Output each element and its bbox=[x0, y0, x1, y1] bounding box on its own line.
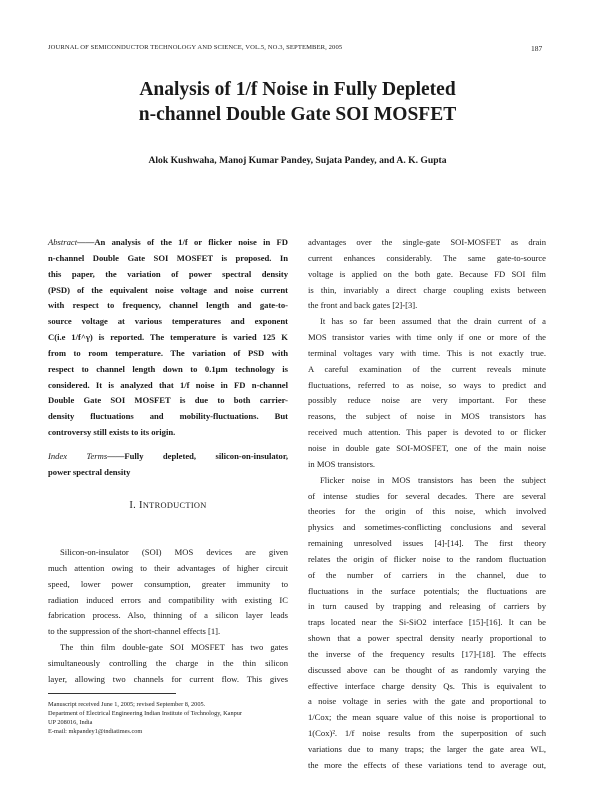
body-line: It has so far been assumed that the drain current of a bbox=[320, 316, 546, 327]
body-line: the inverse of the frequency results [17]-[18]. The effects bbox=[308, 648, 546, 659]
body-line: a noise voltage in series with the gate and proportional to bbox=[308, 696, 546, 707]
body-line: in MOS transistors. bbox=[308, 458, 376, 469]
footnote-rule bbox=[48, 693, 176, 694]
body-line: speed, lower power consumption, greater immunity to bbox=[48, 578, 288, 589]
body-line: traps located near the Si-SiO2 interface [15]-[16]. It can be bbox=[308, 617, 546, 628]
index-terms-line: Index Terms——Fully depleted, silicon-on-insulator, bbox=[48, 450, 288, 461]
body-line: possibly reduce noise are very important. For these bbox=[308, 395, 546, 406]
title-line-1: Analysis of 1/f Noise in Fully Depleted bbox=[139, 79, 456, 100]
body-line: to the suppression of the short-channel effects [1]. bbox=[48, 626, 221, 637]
body-line: Silicon-on-insulator (SOI) MOS devices are given bbox=[60, 547, 288, 557]
index-terms-line: power spectral density bbox=[48, 466, 131, 477]
body-line: fluctuations, referred to as noise, so ways to predict and bbox=[308, 379, 546, 390]
footnote-line: Manuscript received June 1, 2005; revised September 8, 2005. bbox=[48, 701, 206, 708]
index-terms-label: Index Terms bbox=[48, 450, 108, 461]
abstract-line: source voltage at various temperatures and exponent bbox=[48, 316, 288, 327]
body-line: relates the origin of flicker noise to the random fluctuation bbox=[308, 553, 546, 564]
body-line: Flicker noise in MOS transistors has been the subject bbox=[320, 474, 546, 485]
author-list: Alok Kushwaha, Manoj Kumar Pandey, Sujata Pandey, and A. K. Gupta bbox=[148, 155, 447, 166]
paper-title bbox=[0, 77, 595, 127]
abstract-line: (PSD) of the equivalent noise voltage and noise current bbox=[48, 284, 288, 295]
body-line: of the number of carriers in the channel, due to bbox=[308, 569, 546, 580]
body-line: of intense studies for several decades. There are several bbox=[308, 490, 546, 501]
abstract-line: considered. It is analyzed that 1/f noise in FD n-channel bbox=[48, 379, 288, 390]
abstract-line: this paper, the variation of power spectral density bbox=[48, 268, 288, 279]
body-line: radiation induced errors and compatibility with existing IC bbox=[48, 594, 288, 605]
body-line: is thin, invariably a direct charge coupling exists between bbox=[308, 284, 546, 295]
body-line: remaining unresolved issues [4]-[14]. The first theory bbox=[308, 538, 546, 549]
body-line: fluctuations in the surface potentials; the fluctuations are bbox=[308, 585, 546, 596]
body-line: received much attention. This paper is devoted to or flicker bbox=[308, 427, 546, 438]
body-line: effective interface charge density Qs. This is equivalent to bbox=[308, 680, 546, 691]
body-line: The thin film double-gate SOI MOSFET has two gates bbox=[60, 642, 288, 653]
page-number: 187 bbox=[531, 44, 543, 53]
body-line: reasons, the subject of noise in MOS transistors has bbox=[308, 411, 546, 422]
abstract-line: controversy still exists to its origin. bbox=[48, 427, 176, 438]
body-line: theories for the origin of this noise, which involved bbox=[308, 506, 546, 517]
abstract-line: n-channel Double Gate SOI MOSFET is proposed. In bbox=[48, 252, 288, 263]
abstract-line: C(i.e 1/f^γ) is reported. The temperature is varied 125 K bbox=[48, 332, 288, 343]
body-line: discussed above can be thought of as randomly varying the bbox=[308, 664, 546, 675]
body-line: physics and sometimes-conflicting conclusions and several bbox=[308, 522, 546, 533]
body-line: 1/Cox; the mean square value of this noise is proportional to bbox=[308, 712, 546, 723]
body-line: the more the effects of these variations tend to average out, bbox=[308, 759, 546, 770]
body-line: voltage is applied on the both gate. Because FD SOI film bbox=[308, 268, 546, 279]
abstract-line: from to room temperature. The variation of PSD with bbox=[48, 347, 288, 358]
footnote-line: Department of Electrical Engineering Indian Institute of Technology, Kanpur bbox=[48, 710, 242, 718]
body-line: variations due to many traps; the larger the gate area WL, bbox=[308, 744, 546, 754]
body-line: MOS transistor varies with time only if one or more of the bbox=[308, 332, 546, 343]
body-line: current enhances considerably. The same gate-to-source bbox=[308, 252, 546, 263]
body-line: advantages over the single-gate SOI-MOSFET as drain bbox=[308, 237, 546, 247]
body-line: layer, allowing two channels for current flow. This gives bbox=[48, 673, 288, 684]
body-line: the front and back gates [2]-[3]. bbox=[308, 300, 418, 311]
footnote-line: UP 208016, India bbox=[48, 719, 93, 727]
body-line: terminal voltages vary with time. This is not exactly true. bbox=[308, 347, 546, 358]
abstract-line: density fluctuations and mobility-fluctuations. But bbox=[48, 411, 288, 422]
title-line-2: n-channel Double Gate SOI MOSFET bbox=[138, 104, 457, 125]
left-column bbox=[48, 235, 288, 481]
running-head: JOURNAL OF SEMICONDUCTOR TECHNOLOGY AND SCIENCE, VOL.5, NO.3, SEPTEMBER, 2005 bbox=[48, 44, 343, 51]
body-line: in turn caused by trapping and releasing of carriers by bbox=[308, 601, 546, 612]
index-terms bbox=[48, 449, 288, 481]
body-line: much attention owing to their advantages of higher circuit bbox=[48, 562, 288, 573]
section-heading: I. INTRODUCTION bbox=[129, 500, 207, 511]
body-line: fabrication process. Also, thinning of a silicon layer leads bbox=[48, 610, 288, 621]
abstract-line: Abstract——An analysis of the 1/f or flicker noise in FD bbox=[48, 237, 288, 247]
body-line: 1(Cox)². 1/f noise results from the superposition of such bbox=[308, 728, 546, 739]
abstract-line: with respect to frequency, channel length and gate-to- bbox=[48, 300, 288, 311]
intro-text bbox=[48, 545, 288, 688]
abstract-line: respect to channel length down to 0.1μm technology is bbox=[48, 363, 288, 374]
body-line: A careful examination of the current reveals minute bbox=[308, 363, 546, 374]
abstract-label: Abstract bbox=[48, 237, 78, 247]
right-column bbox=[308, 235, 546, 774]
body-line: noise in double gate SOI-MOSFET, one of the main noise bbox=[308, 442, 546, 453]
abstract-line: Double Gate SOI MOSFET is due to both carrier- bbox=[48, 395, 288, 406]
body-line: shown that a power spectral density nearly proportional to bbox=[308, 633, 546, 644]
abstract bbox=[48, 235, 288, 441]
footnote-line: E-mail: mkpandey1@indiatimes.com bbox=[48, 728, 143, 736]
footnote bbox=[48, 700, 293, 736]
body-line: simultaneously controlling the charge in the thin silicon bbox=[48, 657, 288, 668]
